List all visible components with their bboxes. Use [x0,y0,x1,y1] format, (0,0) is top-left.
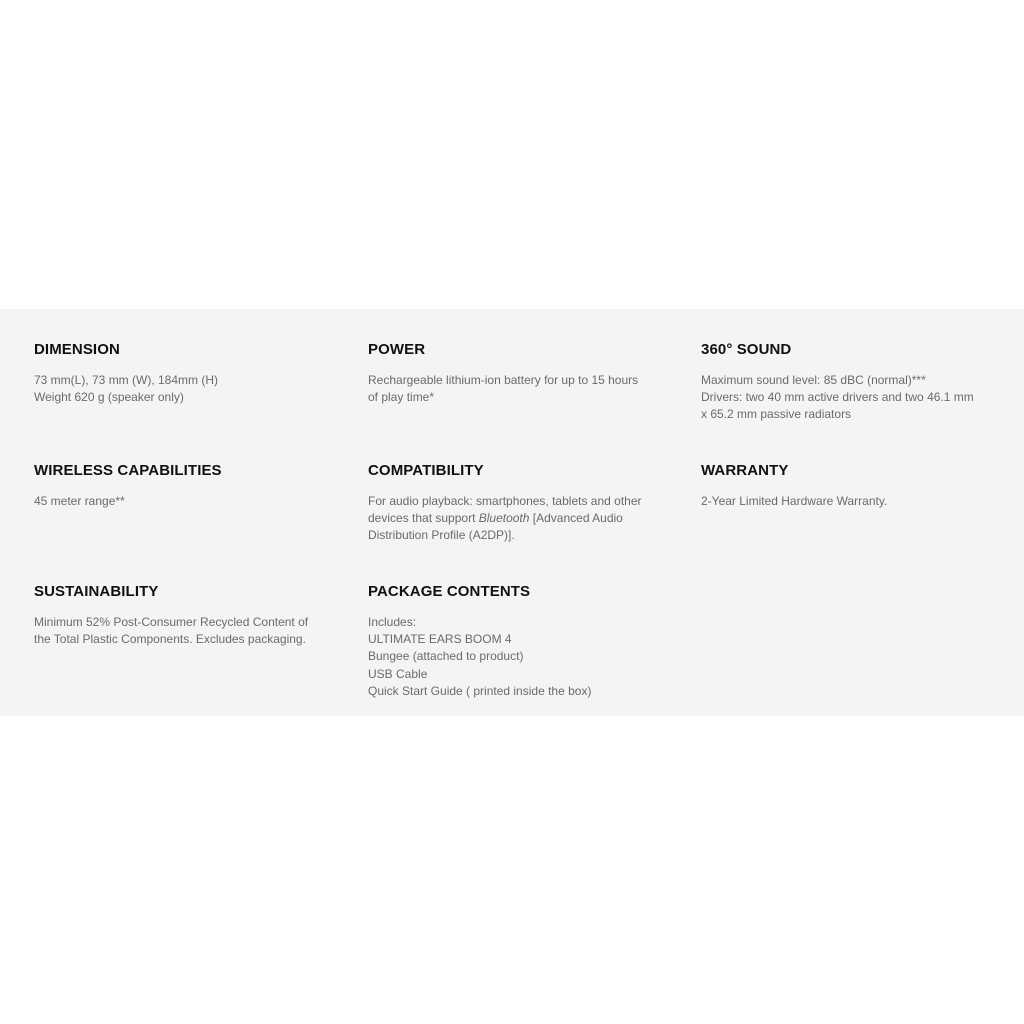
spec-power [368,341,668,406]
spec-compatibility [368,462,668,545]
spec-360-sound [701,341,1001,424]
spec-line [368,510,668,527]
spec-line: Maximum sound level: 85 dBC (normal)*** [701,373,926,387]
spec-package-contents [368,583,668,700]
spec-warranty [701,462,1001,510]
spec-dimension [34,341,334,406]
spec-title: PACKAGE CONTENTS [368,583,531,600]
spec-title: WIRELESS CAPABILITIES [34,462,222,479]
spec-line: 73 mm(L), 73 mm (W), 184mm (H) [34,373,219,387]
spec-line: Distribution Profile (A2DP)]. [368,528,515,543]
spec-body [368,614,668,700]
spec-line: Bungee (attached to product) [368,649,524,664]
spec-line: USB Cable [368,666,428,681]
spec-title: POWER [368,341,426,358]
spec-line: of play time* [368,390,435,405]
specifications-panel [0,309,1024,716]
spec-line: For audio playback: smartphones, tablets and other [368,494,642,508]
spec-body [34,493,334,510]
spec-body [701,372,1001,424]
spec-body [701,493,1001,510]
spec-text: [Advanced Audio [529,511,623,526]
spec-line: Weight 620 g (speaker only) [34,390,184,405]
spec-title: WARRANTY [701,462,789,479]
spec-body [34,614,334,648]
spec-line: ULTIMATE EARS BOOM 4 [368,632,512,647]
spec-line: Rechargeable lithium-ion battery for up to 15 hours [368,373,639,387]
spec-title: DIMENSION [34,341,120,358]
spec-line: Minimum 52% Post-Consumer Recycled Content of [34,615,309,629]
spec-body [368,493,668,545]
spec-line: the Total Plastic Components. Excludes packaging. [34,632,306,647]
spec-line: Includes: [368,615,417,629]
spec-line: 45 meter range** [34,494,125,508]
spec-line: Drivers: two 40 mm active drivers and two 46.1 mm [701,390,974,405]
spec-title: SUSTAINABILITY [34,583,159,600]
spec-line: 2-Year Limited Hardware Warranty. [701,494,888,508]
bluetooth-term: Bluetooth [478,511,530,526]
spec-title: COMPATIBILITY [368,462,484,479]
spec-sustainability [34,583,334,648]
spec-line: x 65.2 mm passive radiators [701,407,852,422]
spec-wireless-capabilities [34,462,334,510]
spec-title: 360° SOUND [701,341,792,358]
spec-line: Quick Start Guide ( printed inside the box) [368,683,592,698]
spec-body [34,372,334,406]
spec-text: devices that support [368,511,479,526]
spec-body [368,372,668,406]
